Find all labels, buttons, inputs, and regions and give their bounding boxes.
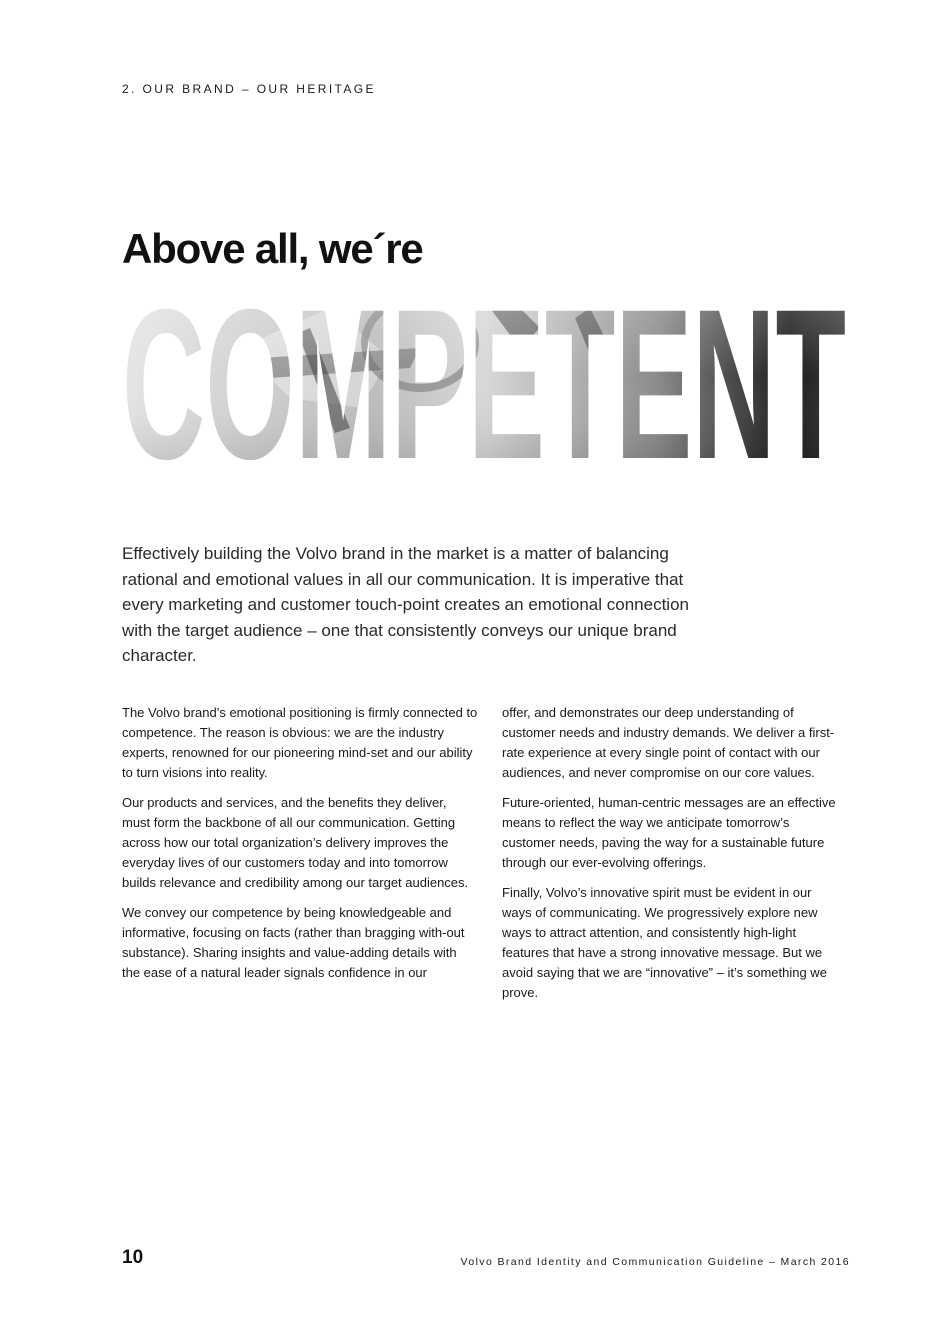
body-paragraph: The Volvo brand’s emotional positioning is firmly connected to competence. The reason is obvious: we are the industry experts, renowned for our pioneering mind-set and our ability to turn visions into reality. — [122, 705, 478, 780]
body-column-left — [122, 703, 478, 993]
lead-paragraph: Effectively building the Volvo brand in the market is a matter of balancing rational and emotional values in all our communication. It is imperative that every marketing and customer touch-point creates an emotional connection with the target audience – one that consistently conveys our unique brand character. — [122, 544, 689, 666]
body-columns — [122, 703, 842, 1043]
body-paragraph: offer, and demonstrates our deep understanding of customer needs and industry demands. We deliver a first-rate experience at every single point of contact with our audiences, and never compromise on our core values. — [502, 705, 835, 780]
body-paragraph: We convey our competence by being knowledgeable and informative, focusing on facts (rather than bragging with-out substance). Sharing insights and value-adding details with the ease of a natural leader signals confidence in our — [122, 905, 465, 980]
section-label: 2. OUR BRAND – OUR HERITAGE — [122, 82, 376, 96]
page-headline: Above all, we´re — [122, 225, 423, 272]
body-paragraph: Future-oriented, human-centric messages are an effective means to reflect the way we anticipate tomorrow’s customer needs, paving the way for a sustainable future through our ever-evolving offerings. — [502, 795, 836, 870]
hero-word-image — [120, 288, 848, 464]
footer-document-title: Volvo Brand Identity and Communication Guideline – March 2016 — [460, 1256, 850, 1268]
body-paragraph: Finally, Volvo’s innovative spirit must be evident in our ways of communicating. We progressively explore new ways to attract attention, and consistently high-light features that have a strong innovative message. But we avoid saying that we are “innovative” – it’s something we prove. — [502, 885, 827, 1000]
body-column-right — [502, 703, 838, 1013]
page-number: 10 — [122, 1247, 144, 1268]
body-paragraph: Our products and services, and the benefits they deliver, must form the backbone of all our communication. Getting across how our total organization’s delivery improves the everyday lives of our customers today and into tomorrow builds relevance and credibility among our target audiences. — [122, 795, 469, 890]
